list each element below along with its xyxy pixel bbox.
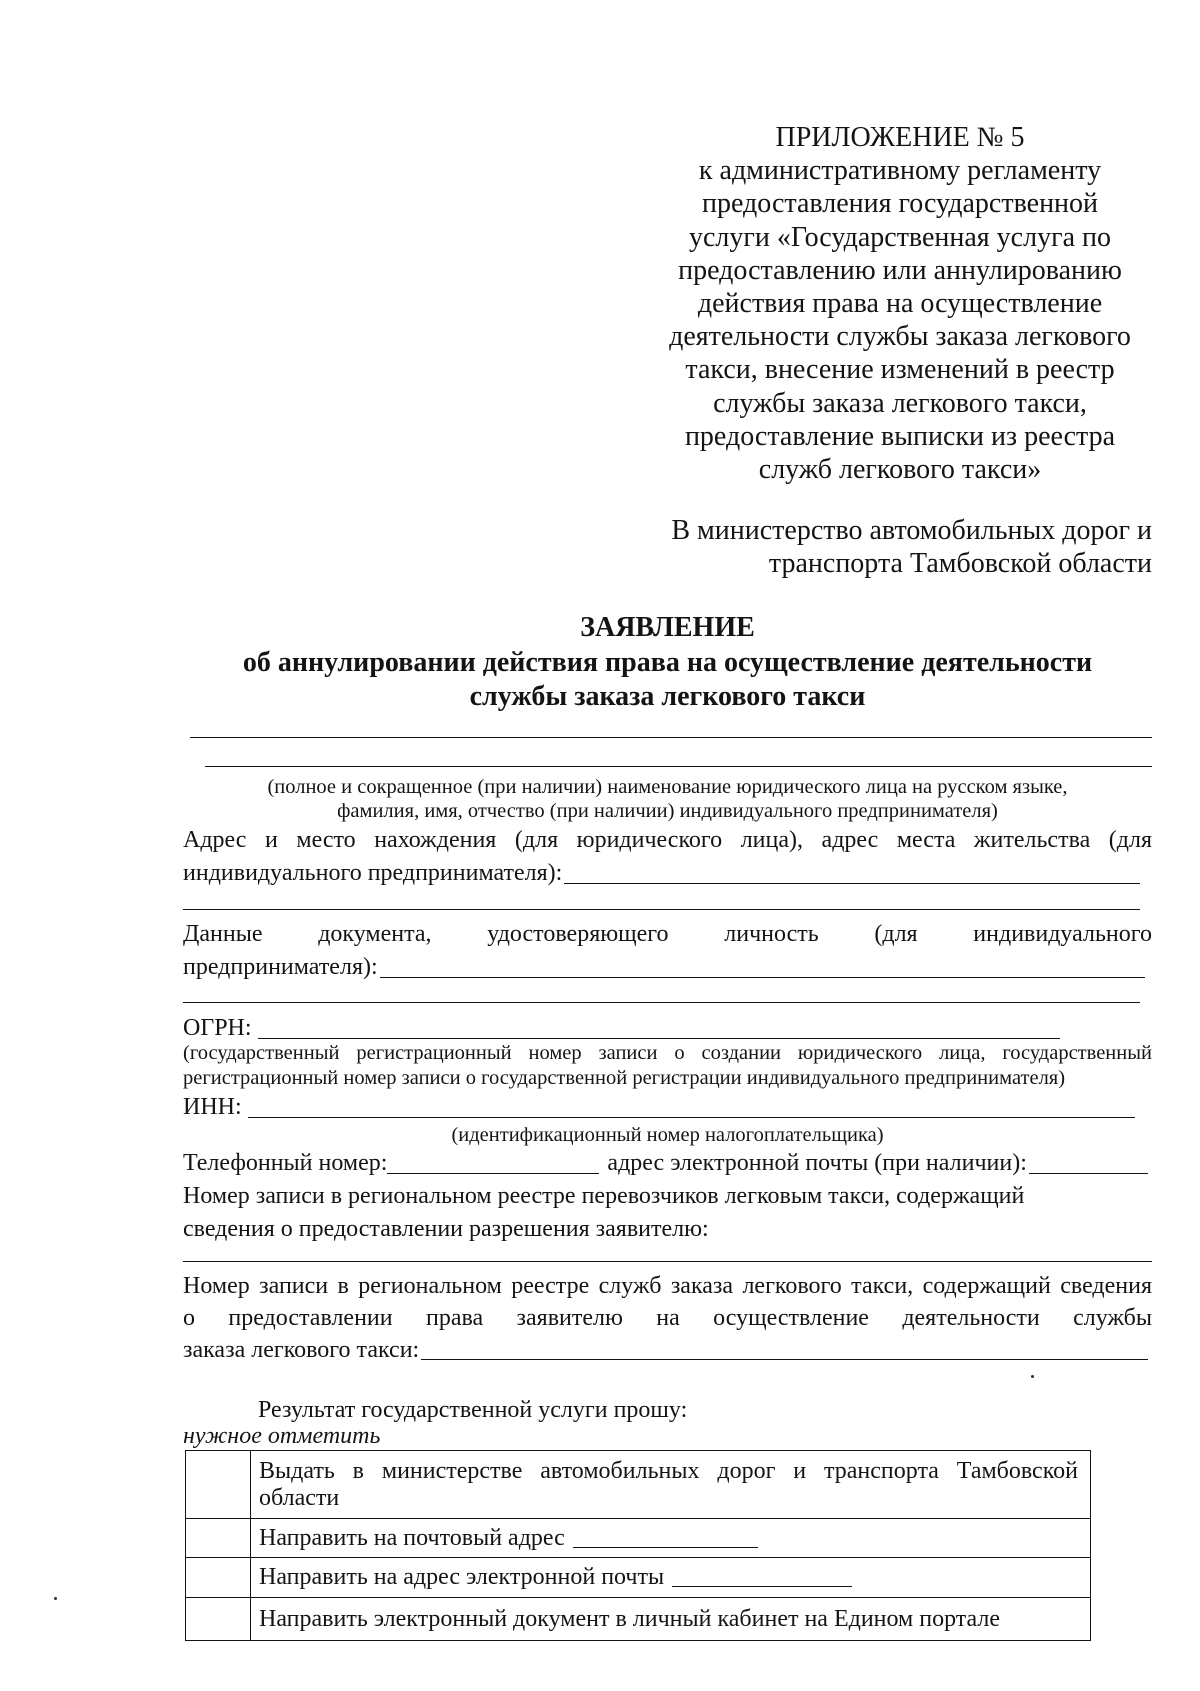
address-blank-line[interactable] — [564, 883, 1140, 884]
phone-label: Телефонный номер: — [183, 1150, 388, 1176]
inn-blank-line[interactable] — [248, 1117, 1135, 1118]
inn-label: ИНН: — [183, 1094, 242, 1120]
application-subtitle-line: службы заказа легкового такси — [469, 681, 866, 712]
scan-speck — [54, 1597, 57, 1600]
carrier-registry-label-line: Номер записи в региональном реестре перевозчиков легковым такси, содержащий — [183, 1183, 1025, 1209]
identity-document-field — [183, 918, 1152, 984]
application-title-block — [183, 611, 1152, 715]
identity-document-blank-line[interactable] — [183, 1002, 1140, 1003]
postal-address-blank-line[interactable] — [573, 1547, 758, 1548]
option-label: Направить на адрес электронной почты — [259, 1564, 665, 1590]
address-label-line: индивидуального предпринимателя): — [183, 860, 563, 886]
addressee-line: транспорта Тамбовской области — [768, 548, 1152, 579]
scan-speck — [1031, 1375, 1034, 1378]
address-label-line: Адрес и место нахождения (для юридического лица), адрес места жительства (для — [183, 827, 1152, 853]
email-label: адрес электронной почты (при наличии): — [607, 1150, 1027, 1176]
regulation-reference-line: действия права на осуществление — [697, 288, 1103, 320]
service-registry-input-row — [183, 1334, 1148, 1366]
addressee-block — [592, 514, 1152, 580]
result-option-row — [186, 1558, 1091, 1598]
applicant-name-caption-line: (полное и сокращенное (при наличии) наименование юридического лица на русском языке, — [267, 776, 1068, 798]
service-registry-field — [183, 1270, 1152, 1366]
option-checkbox-cell[interactable] — [186, 1558, 251, 1598]
option-checkbox-cell[interactable] — [186, 1519, 251, 1558]
result-option-row — [186, 1598, 1091, 1641]
service-registry-blank-line[interactable] — [421, 1359, 1148, 1360]
appendix-title: ПРИЛОЖЕНИЕ № 5 — [775, 122, 1025, 153]
identity-document-label-line: предпринимателя): — [183, 954, 378, 980]
result-prompt: Результат государственной услуги прошу: — [258, 1397, 688, 1423]
identity-document-input-row — [183, 951, 1145, 984]
ogrn-label: ОГРН: — [183, 1015, 252, 1041]
regulation-reference-line: предоставлению или аннулированию — [678, 254, 1122, 286]
option-cell — [251, 1558, 1091, 1598]
option-label: Направить электронный документ в личный кабинет на Едином портале — [251, 1598, 1091, 1641]
application-subtitle-line: об аннулировании действия права на осуществление деятельности — [242, 646, 1093, 678]
inn-field — [183, 1091, 1135, 1124]
ogrn-caption-line: (государственный регистрационный номер записи о создании юридического лица, государственный — [183, 1042, 1152, 1064]
result-option-row — [186, 1519, 1091, 1558]
addressee-line: В министерство автомобильных дорог и — [671, 515, 1152, 546]
service-registry-label-line: Номер записи в региональном реестре служб заказа легкового такси, содержащий сведения — [183, 1273, 1152, 1299]
regulation-reference-line: услуги «Государственная услуга по — [689, 221, 1111, 253]
carrier-registry-blank-line[interactable] — [183, 1261, 1152, 1262]
carrier-registry-label-line: сведения о предоставлении разрешения заявителю: — [183, 1216, 709, 1242]
identity-document-label-line: Данные документа, удостоверяющего личность (для индивидуального — [183, 921, 1152, 947]
result-options-table — [185, 1450, 1091, 1641]
service-registry-label-line: о предоставлении права заявителю на осуществление деятельности службы — [183, 1305, 1152, 1331]
applicant-name-caption — [183, 775, 1152, 823]
regulation-reference-line: предоставление выписки из реестра — [684, 420, 1116, 452]
address-input-row — [183, 857, 1140, 890]
contacts-row — [183, 1147, 1148, 1180]
regulation-reference-line: деятельности службы заказа легкового — [669, 321, 1131, 353]
regulation-reference-line: предоставления государственной — [701, 188, 1099, 220]
applicant-name-blank-line[interactable] — [205, 766, 1152, 767]
identity-document-blank-line[interactable] — [380, 977, 1145, 978]
email-address-blank-line[interactable] — [672, 1586, 852, 1587]
address-blank-line[interactable] — [183, 909, 1140, 910]
applicant-name-blank-line[interactable] — [190, 737, 1152, 738]
option-label: Направить на почтовый адрес — [259, 1524, 565, 1551]
application-heading: ЗАЯВЛЕНИЕ — [580, 612, 755, 643]
regulation-reference-line: такси, внесение изменений в реестр — [685, 354, 1115, 386]
option-label: Выдать в министерстве автомобильных дорог и транспорта Тамбовской области — [251, 1451, 1091, 1519]
appendix-header — [640, 121, 1160, 486]
carrier-registry-field — [183, 1180, 1152, 1246]
option-checkbox-cell[interactable] — [186, 1598, 251, 1641]
service-registry-label-line: заказа легкового такси: — [183, 1337, 420, 1363]
result-hint: нужное отметить — [183, 1423, 381, 1449]
ogrn-caption-line: регистрационный номер записи о государственной регистрации индивидуального предпринимателя) — [183, 1067, 1066, 1089]
ogrn-blank-line[interactable] — [258, 1038, 1060, 1039]
option-checkbox-cell[interactable] — [186, 1451, 251, 1519]
option-cell — [251, 1519, 1091, 1558]
regulation-reference-line: служб легкового такси» — [758, 454, 1042, 486]
regulation-reference-line: службы заказа легкового такси, — [713, 387, 1087, 419]
regulation-reference-line: к административному регламенту — [698, 155, 1102, 187]
inn-caption — [183, 1123, 1152, 1148]
applicant-name-caption-line: фамилия, имя, отчество (при наличии) индивидуального предпринимателя) — [337, 800, 998, 822]
ogrn-caption — [183, 1041, 1152, 1091]
result-option-row — [186, 1451, 1091, 1519]
phone-blank-line[interactable] — [387, 1173, 599, 1174]
email-blank-line[interactable] — [1029, 1173, 1148, 1174]
inn-caption-line: (идентификационный номер налогоплательщика) — [451, 1124, 884, 1146]
address-field — [183, 824, 1152, 890]
